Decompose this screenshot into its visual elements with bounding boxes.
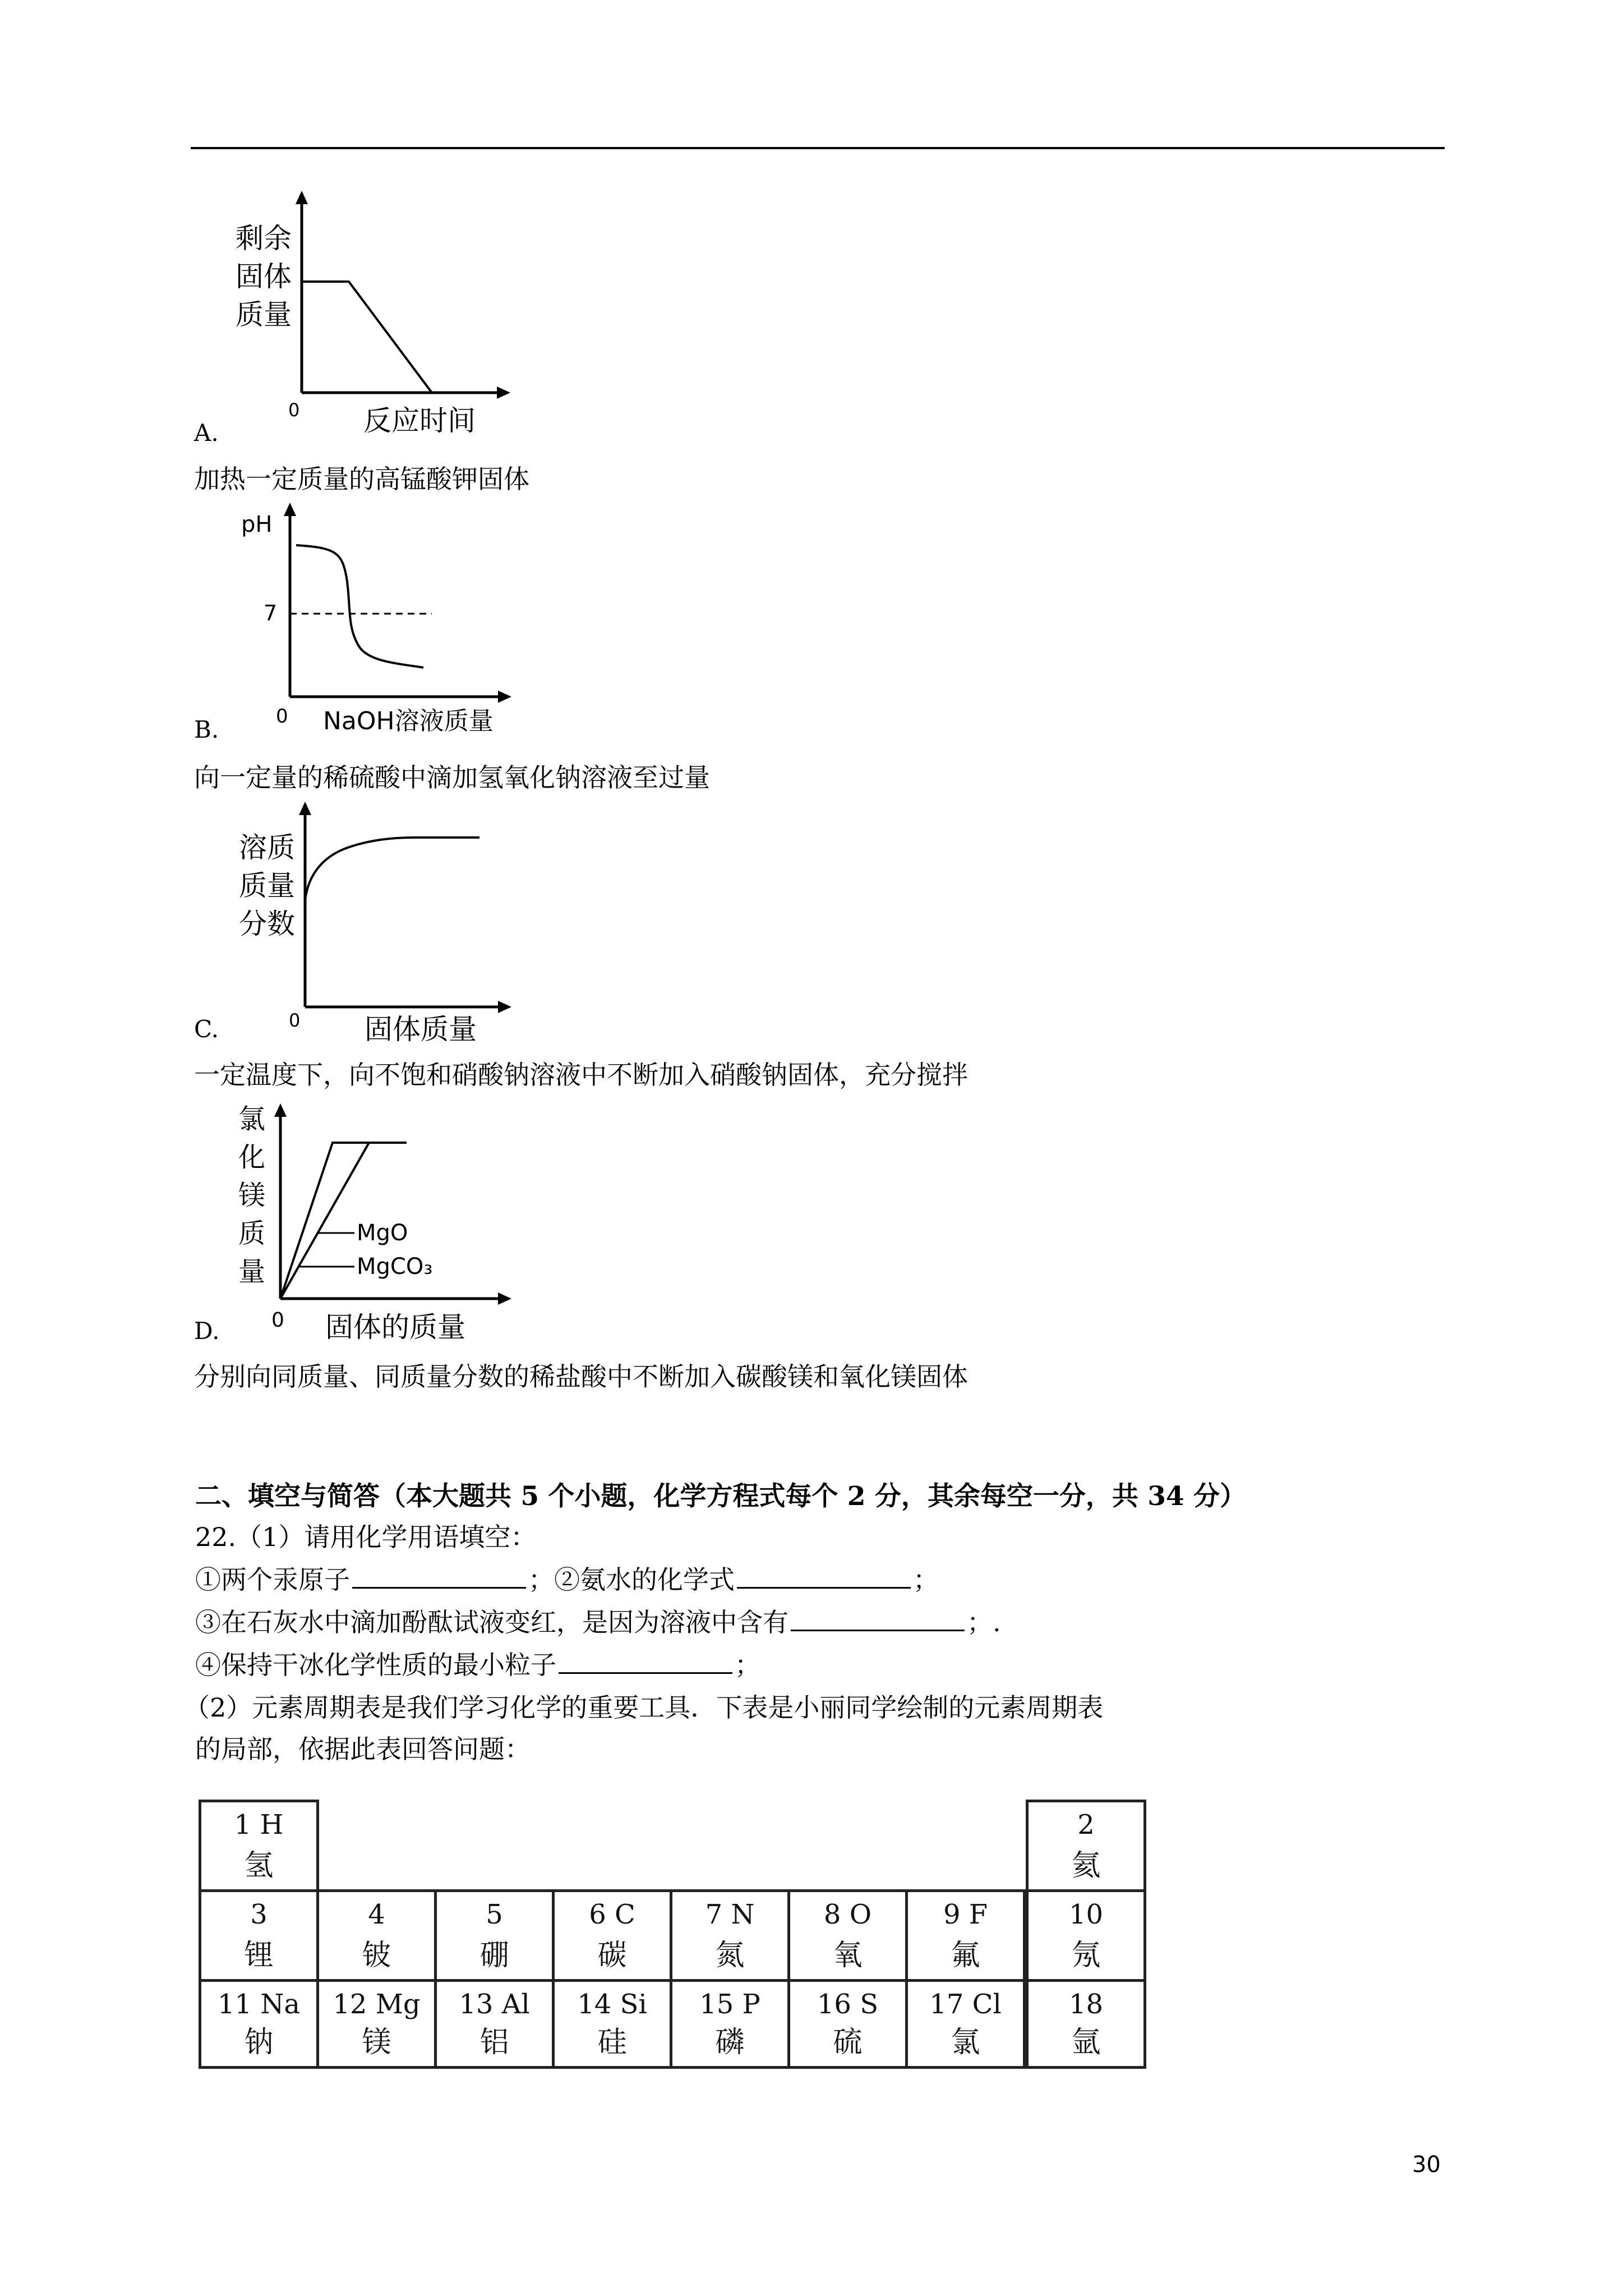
element-cell: 3 锂 <box>199 1889 319 1982</box>
periodic-table <box>199 1800 1146 2069</box>
q22-part2-line-1: （2）元素周期表是我们学习化学的重要工具．下表是小丽同学绘制的元素周期表 <box>184 1692 1104 1723</box>
element-cell: 9 F 氟 <box>905 1889 1026 1982</box>
answer-blank-3[interactable] <box>791 1605 965 1631</box>
q22-line-3 <box>195 1645 760 1682</box>
option-b-caption: 向一定量的稀硫酸中滴加氢氧化钠溶液至过量 <box>194 762 710 793</box>
answer-blank-1[interactable] <box>352 1562 526 1589</box>
option-d-caption: 分别向同质量、同质量分数的稀盐酸中不断加入碳酸镁和氧化镁固体 <box>194 1361 968 1392</box>
q22-q4-end: ； <box>735 1650 760 1680</box>
graph-b-xlabel: NaOH溶液质量 <box>323 707 494 735</box>
graph-b-tick-7: 7 <box>264 601 278 625</box>
q22-q2-end: ； <box>913 1565 939 1595</box>
element-cell: 16 S 硫 <box>787 1979 908 2069</box>
graph-c <box>224 799 538 1052</box>
graph-c-xlabel: 固体质量 <box>365 1013 477 1046</box>
section-title: 二、填空与简答（本大题共 5 个小题，化学方程式每个 2 分，其余每空一分，共 34 分） <box>195 1481 1246 1512</box>
q22-q1-text: ①两个汞原子 <box>195 1565 350 1595</box>
element-cell: 4 铍 <box>316 1889 437 1982</box>
option-d-letter: D. <box>194 1317 220 1345</box>
header-rule <box>191 147 1445 149</box>
q22-q3-text: ③在石灰水中滴加酚酞试液变红，是因为溶液中含有 <box>195 1607 789 1637</box>
graph-c-ylabel-1: 溶质 <box>239 831 295 864</box>
q22-q2-text: ；②氨水的化学式 <box>528 1565 735 1595</box>
element-cell: 17 Cl 氯 <box>905 1979 1026 2069</box>
option-b-letter: B. <box>194 716 219 743</box>
graph-d-xlabel: 固体的质量 <box>325 1311 465 1343</box>
element-cell: 2 氦 <box>1026 1800 1146 1892</box>
option-a-caption: 加热一定质量的高锰酸钾固体 <box>194 464 529 494</box>
q22-line-1 <box>195 1559 939 1596</box>
graph-a-ylabel-1: 剩余 <box>236 222 292 255</box>
graph-a-xlabel: 反应时间 <box>363 404 476 437</box>
q22-line-2 <box>195 1602 1001 1639</box>
option-c-caption: 一定温度下，向不饱和硝酸钠溶液中不断加入硝酸钠固体，充分搅拌 <box>194 1060 968 1090</box>
element-cell: 6 C 碳 <box>552 1889 672 1982</box>
graph-d-ylabel-4: 质 <box>238 1218 266 1249</box>
element-cell: 7 N 氮 <box>670 1889 790 1982</box>
graph-d-ylabel-2: 化 <box>238 1142 266 1173</box>
element-cell: 15 P 磷 <box>670 1979 790 2069</box>
graph-d-ylabel-3: 镁 <box>238 1180 266 1211</box>
option-a-letter: A. <box>194 419 219 447</box>
element-cell: 18 氩 <box>1026 1979 1146 2069</box>
element-cell: 13 Al 铝 <box>434 1979 555 2069</box>
graph-b <box>224 499 538 746</box>
graph-c-ylabel-2: 质量 <box>239 869 295 902</box>
graph-b-ylabel: pH <box>241 512 273 537</box>
graph-d-series-mgo: MgO <box>357 1220 408 1246</box>
answer-blank-4[interactable] <box>559 1648 732 1674</box>
graph-a-ylabel-3: 质量 <box>236 298 292 331</box>
element-cell: 5 硼 <box>434 1889 555 1982</box>
graph-d-ylabel-1: 氯 <box>238 1103 266 1135</box>
q22-part1: 22.（1）请用化学用语填空： <box>195 1522 537 1552</box>
graph-a-origin: 0 <box>288 399 300 421</box>
element-cell: 12 Mg 镁 <box>316 1979 437 2069</box>
graph-d <box>224 1097 538 1352</box>
element-cell: 14 Si 硅 <box>552 1979 672 2069</box>
page-number: 30 <box>1412 2152 1441 2178</box>
graph-d-origin: 0 <box>271 1309 284 1332</box>
graph-a <box>224 191 538 449</box>
graph-d-ylabel-5: 量 <box>238 1256 266 1287</box>
graph-b-origin: 0 <box>276 705 288 728</box>
graph-c-ylabel-3: 分数 <box>239 908 295 940</box>
element-cell: 10 氖 <box>1026 1889 1146 1982</box>
q22-part2-line-2: 的局部，依据此表回答问题： <box>195 1734 531 1764</box>
option-c-letter: C. <box>194 1015 219 1043</box>
graph-a-ylabel-2: 固体 <box>236 260 292 293</box>
q22-q4-text: ④保持干冰化学性质的最小粒子 <box>195 1650 556 1680</box>
graph-d-series-mgco3: MgCO₃ <box>357 1254 433 1280</box>
element-cell: 1 H 氢 <box>199 1800 319 1892</box>
element-cell: 8 O 氧 <box>787 1889 908 1982</box>
q22-q3-end: ；. <box>967 1607 1001 1637</box>
element-cell: 11 Na 钠 <box>199 1979 319 2069</box>
answer-blank-2[interactable] <box>737 1562 911 1589</box>
graph-c-origin: 0 <box>289 1010 301 1031</box>
